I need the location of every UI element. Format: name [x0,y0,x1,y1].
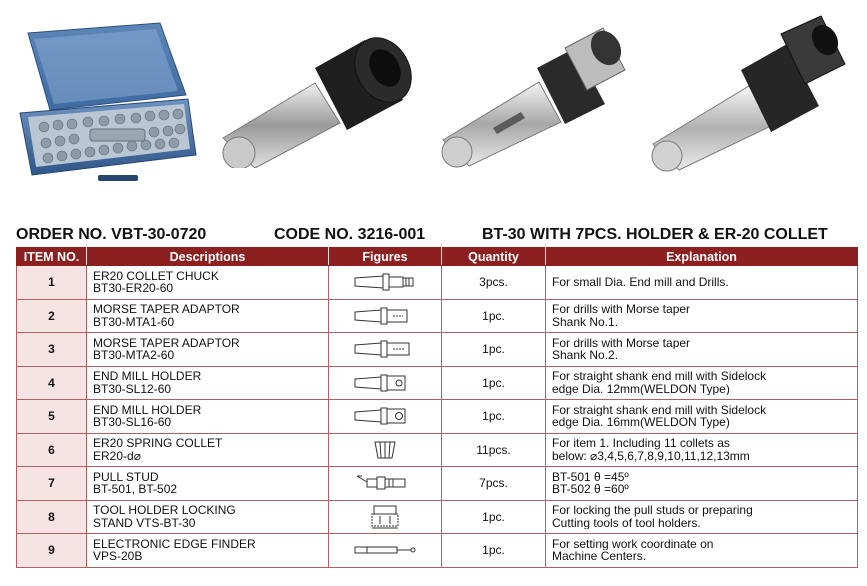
end-mill-holder-figure [329,400,442,434]
item-number: 2 [17,299,87,333]
item-number: 5 [17,400,87,434]
table-row [17,299,858,333]
explanation-line-1: For item 1. Including 11 collets as [552,437,730,450]
locking-stand-figure [329,500,442,534]
description-line-1: END MILL HOLDER [93,370,202,383]
item-explanation [546,433,858,467]
item-description [87,467,329,501]
description-line-1: ER20 COLLET CHUCK [93,269,219,283]
item-explanation [546,266,858,300]
description-line-2: BT30-SL16-60 [93,416,172,429]
item-number: 3 [17,333,87,367]
item-quantity: 1pc. [442,534,546,568]
column-header-quantity: Quantity [442,248,546,266]
table-row [17,433,858,467]
table-row [17,467,858,501]
explanation-line-2: Machine Centers. [552,550,647,563]
morse-taper-figure [329,299,442,333]
description-line-2: BT30-MTA2-60 [93,349,175,362]
description-line-2: VPS-20B [93,550,143,563]
description-line-1: MORSE TAPER ADAPTOR [93,303,240,316]
product-photos [0,0,867,215]
item-quantity: 1pc. [442,299,546,333]
item-quantity: 1pc. [442,333,546,367]
specification-table [16,247,858,568]
order-number: ORDER NO. VBT-30-0720 [16,226,207,243]
item-description [87,266,329,300]
item-number: 4 [17,366,87,400]
item-number: 9 [17,534,87,568]
item-quantity: 7pcs. [442,467,546,501]
pull-stud-figure [329,467,442,501]
description-line-2: BT30-SL12-60 [93,382,172,396]
explanation-line-2: below: ⌀3,4,5,6,7,8,9,10,11,12,13mm [552,449,750,463]
explanation-line-1: For drills with Morse taper [552,303,691,316]
description-line-2: BT30-MTA1-60 [93,315,175,329]
item-explanation [546,366,858,400]
edge-finder-figure [329,534,442,568]
item-explanation [546,467,858,501]
explanation-line-2: Cutting tools of tool holders. [552,516,701,530]
column-header-explanation: Explanation [546,248,858,266]
end-mill-holder-figure [329,366,442,400]
item-description [87,500,329,534]
item-number: 8 [17,500,87,534]
order-header [16,226,856,246]
table-row [17,266,858,300]
description-line-1: PULL STUD [93,470,159,484]
item-explanation [546,299,858,333]
explanation-line-1: For drills with Morse taper [552,336,691,350]
item-description [87,366,329,400]
explanation-line-1: For setting work coordinate on [552,537,714,551]
column-header-figures: Figures [329,248,442,266]
product-title: BT-30 WITH 7PCS. HOLDER & ER-20 COLLET [482,226,828,243]
table-row [17,534,858,568]
description-line-2: ER20-d⌀ [93,449,141,463]
item-quantity: 1pc. [442,500,546,534]
explanation-line-2: Shank No.2. [552,349,619,362]
end-mill-holder-photo [645,14,855,174]
table-header-row [17,248,858,266]
description-line-1: END MILL HOLDER [93,403,202,417]
explanation-line-2: edge Dia. 16mm(WELDON Type) [552,416,730,429]
explanation-line-1: For straight shank end mill with Sidelock [552,403,767,417]
collet-chuck-photo [215,28,425,168]
item-description [87,400,329,434]
table-row [17,400,858,434]
item-quantity: 1pc. [442,400,546,434]
explanation-line-2: edge Dia. 12mm(WELDON Type) [552,382,730,396]
explanation-line-2: BT-502 θ =60º [552,483,629,496]
item-explanation [546,333,858,367]
item-quantity: 3pcs. [442,266,546,300]
item-number: 6 [17,433,87,467]
description-line-2: BT30-ER20-60 [93,282,174,295]
morse-taper-figure [329,333,442,367]
description-line-1: ER20 SPRING COLLET [93,437,223,450]
item-explanation [546,400,858,434]
item-number: 7 [17,467,87,501]
item-description [87,534,329,568]
explanation-line-2: Shank No.1. [552,315,619,329]
explanation-line-1: For small Dia. End mill and Drills. [552,276,729,289]
item-quantity: 11pcs. [442,433,546,467]
table-row [17,366,858,400]
item-description [87,433,329,467]
item-description [87,333,329,367]
table-row [17,333,858,367]
explanation-line-1: For locking the pull studs or preparing [552,504,753,517]
column-header-descriptions: Descriptions [87,248,329,266]
item-quantity: 1pc. [442,366,546,400]
item-explanation [546,534,858,568]
description-line-2: BT-501, BT-502 [93,483,178,496]
description-line-1: TOOL HOLDER LOCKING [93,504,236,517]
item-number: 1 [17,266,87,300]
code-number: CODE NO. 3216-001 [274,226,426,243]
table-row [17,500,858,534]
collet-chuck-figure [329,266,442,300]
explanation-line-1: For straight shank end mill with Sidelock [552,370,767,383]
description-line-2: STAND VTS-BT-30 [93,516,196,530]
collet-case-photo [10,15,200,185]
description-line-1: ELECTRONIC EDGE FINDER [93,537,256,551]
morse-taper-photo [435,18,635,168]
description-line-1: MORSE TAPER ADAPTOR [93,336,240,350]
explanation-line-1: BT-501 θ =45º [552,470,629,484]
item-explanation [546,500,858,534]
spring-collet-figure [329,433,442,467]
item-description [87,299,329,333]
column-header-item-no: ITEM NO. [17,248,87,266]
